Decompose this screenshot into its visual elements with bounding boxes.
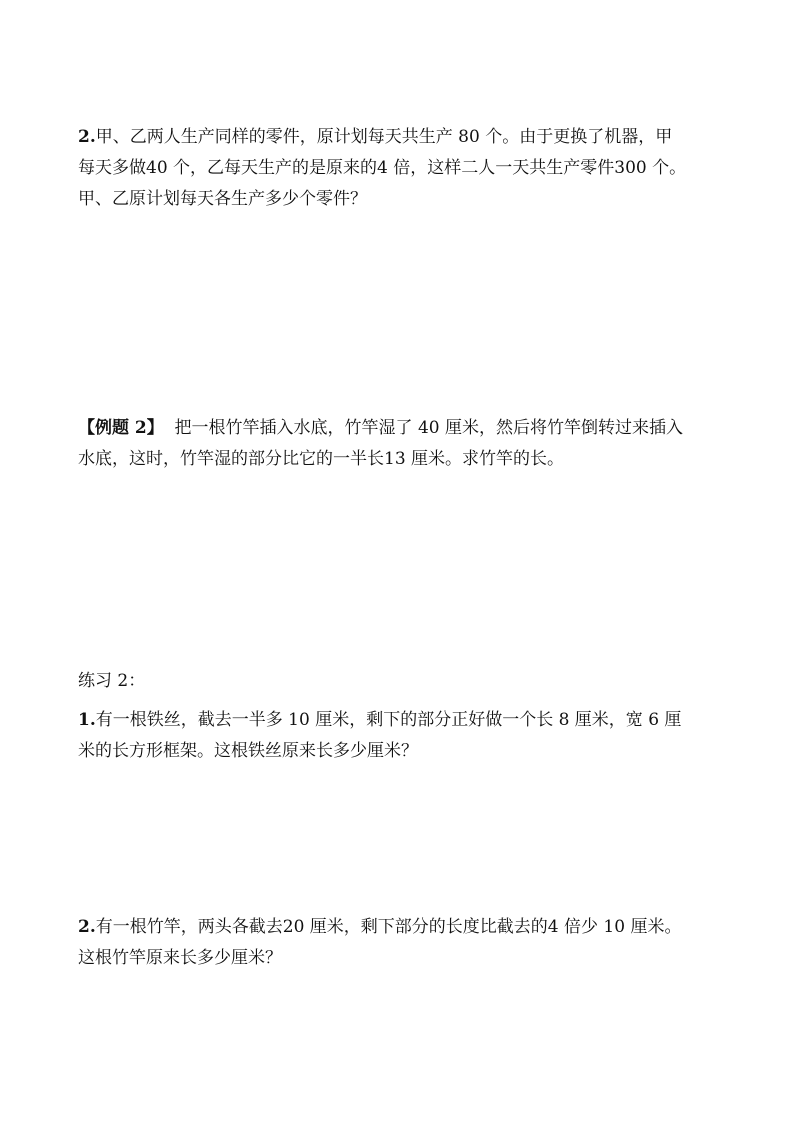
problem-2-text-1: 甲、乙两人生产同样的零件，原计划每天共生产 80 个。由于更换了机器，甲 (95, 127, 673, 147)
example-2-text-1: 把一根竹竿插入水底，竹竿湿了 40 厘米，然后将竹竿倒转过来插入 (163, 418, 683, 438)
problem-2-line-3: 甲、乙原计划每天各生产多少个零件？ (78, 189, 367, 209)
practice-q1-line-1 (78, 705, 724, 736)
problem-2-line-1 (78, 122, 724, 153)
practice-2-heading: 练习 2： (78, 671, 146, 691)
example-2-line-2: 水底，这时，竹竿湿的部分比它的一半长13 厘米。求竹竿的长。 (78, 449, 565, 469)
practice-q2-line-2: 这根竹竿原来长多少厘米？ (78, 948, 282, 968)
example-2-label: 【例题 2】 (78, 418, 164, 438)
practice-q2-line-1 (78, 912, 724, 943)
practice-q2-number: 2. (78, 917, 96, 937)
practice-question-2 (78, 912, 724, 974)
example-2 (78, 413, 724, 475)
practice-q1-text-1: 有一根铁丝，截去一半多 10 厘米，剩下的部分正好做一个长 8 厘米，宽 6 厘 (95, 710, 682, 730)
practice-q1-number: 1. (78, 710, 96, 730)
problem-2 (78, 122, 724, 215)
practice-question-1 (78, 705, 724, 767)
problem-2-line-2: 每天多做40 个，乙每天生产的是原来的4 倍，这样二人一天共生产零件300 个。 (78, 158, 687, 178)
practice-q1-line-2: 米的长方形框架。这根铁丝原来长多少厘米？ (78, 741, 418, 761)
problem-2-number: 2. (78, 127, 96, 147)
practice-q2-text-1: 有一根竹竿，两头各截去20 厘米，剩下部分的长度比截去的4 倍少 10 厘米。 (95, 917, 682, 937)
example-2-line-1 (78, 413, 724, 444)
